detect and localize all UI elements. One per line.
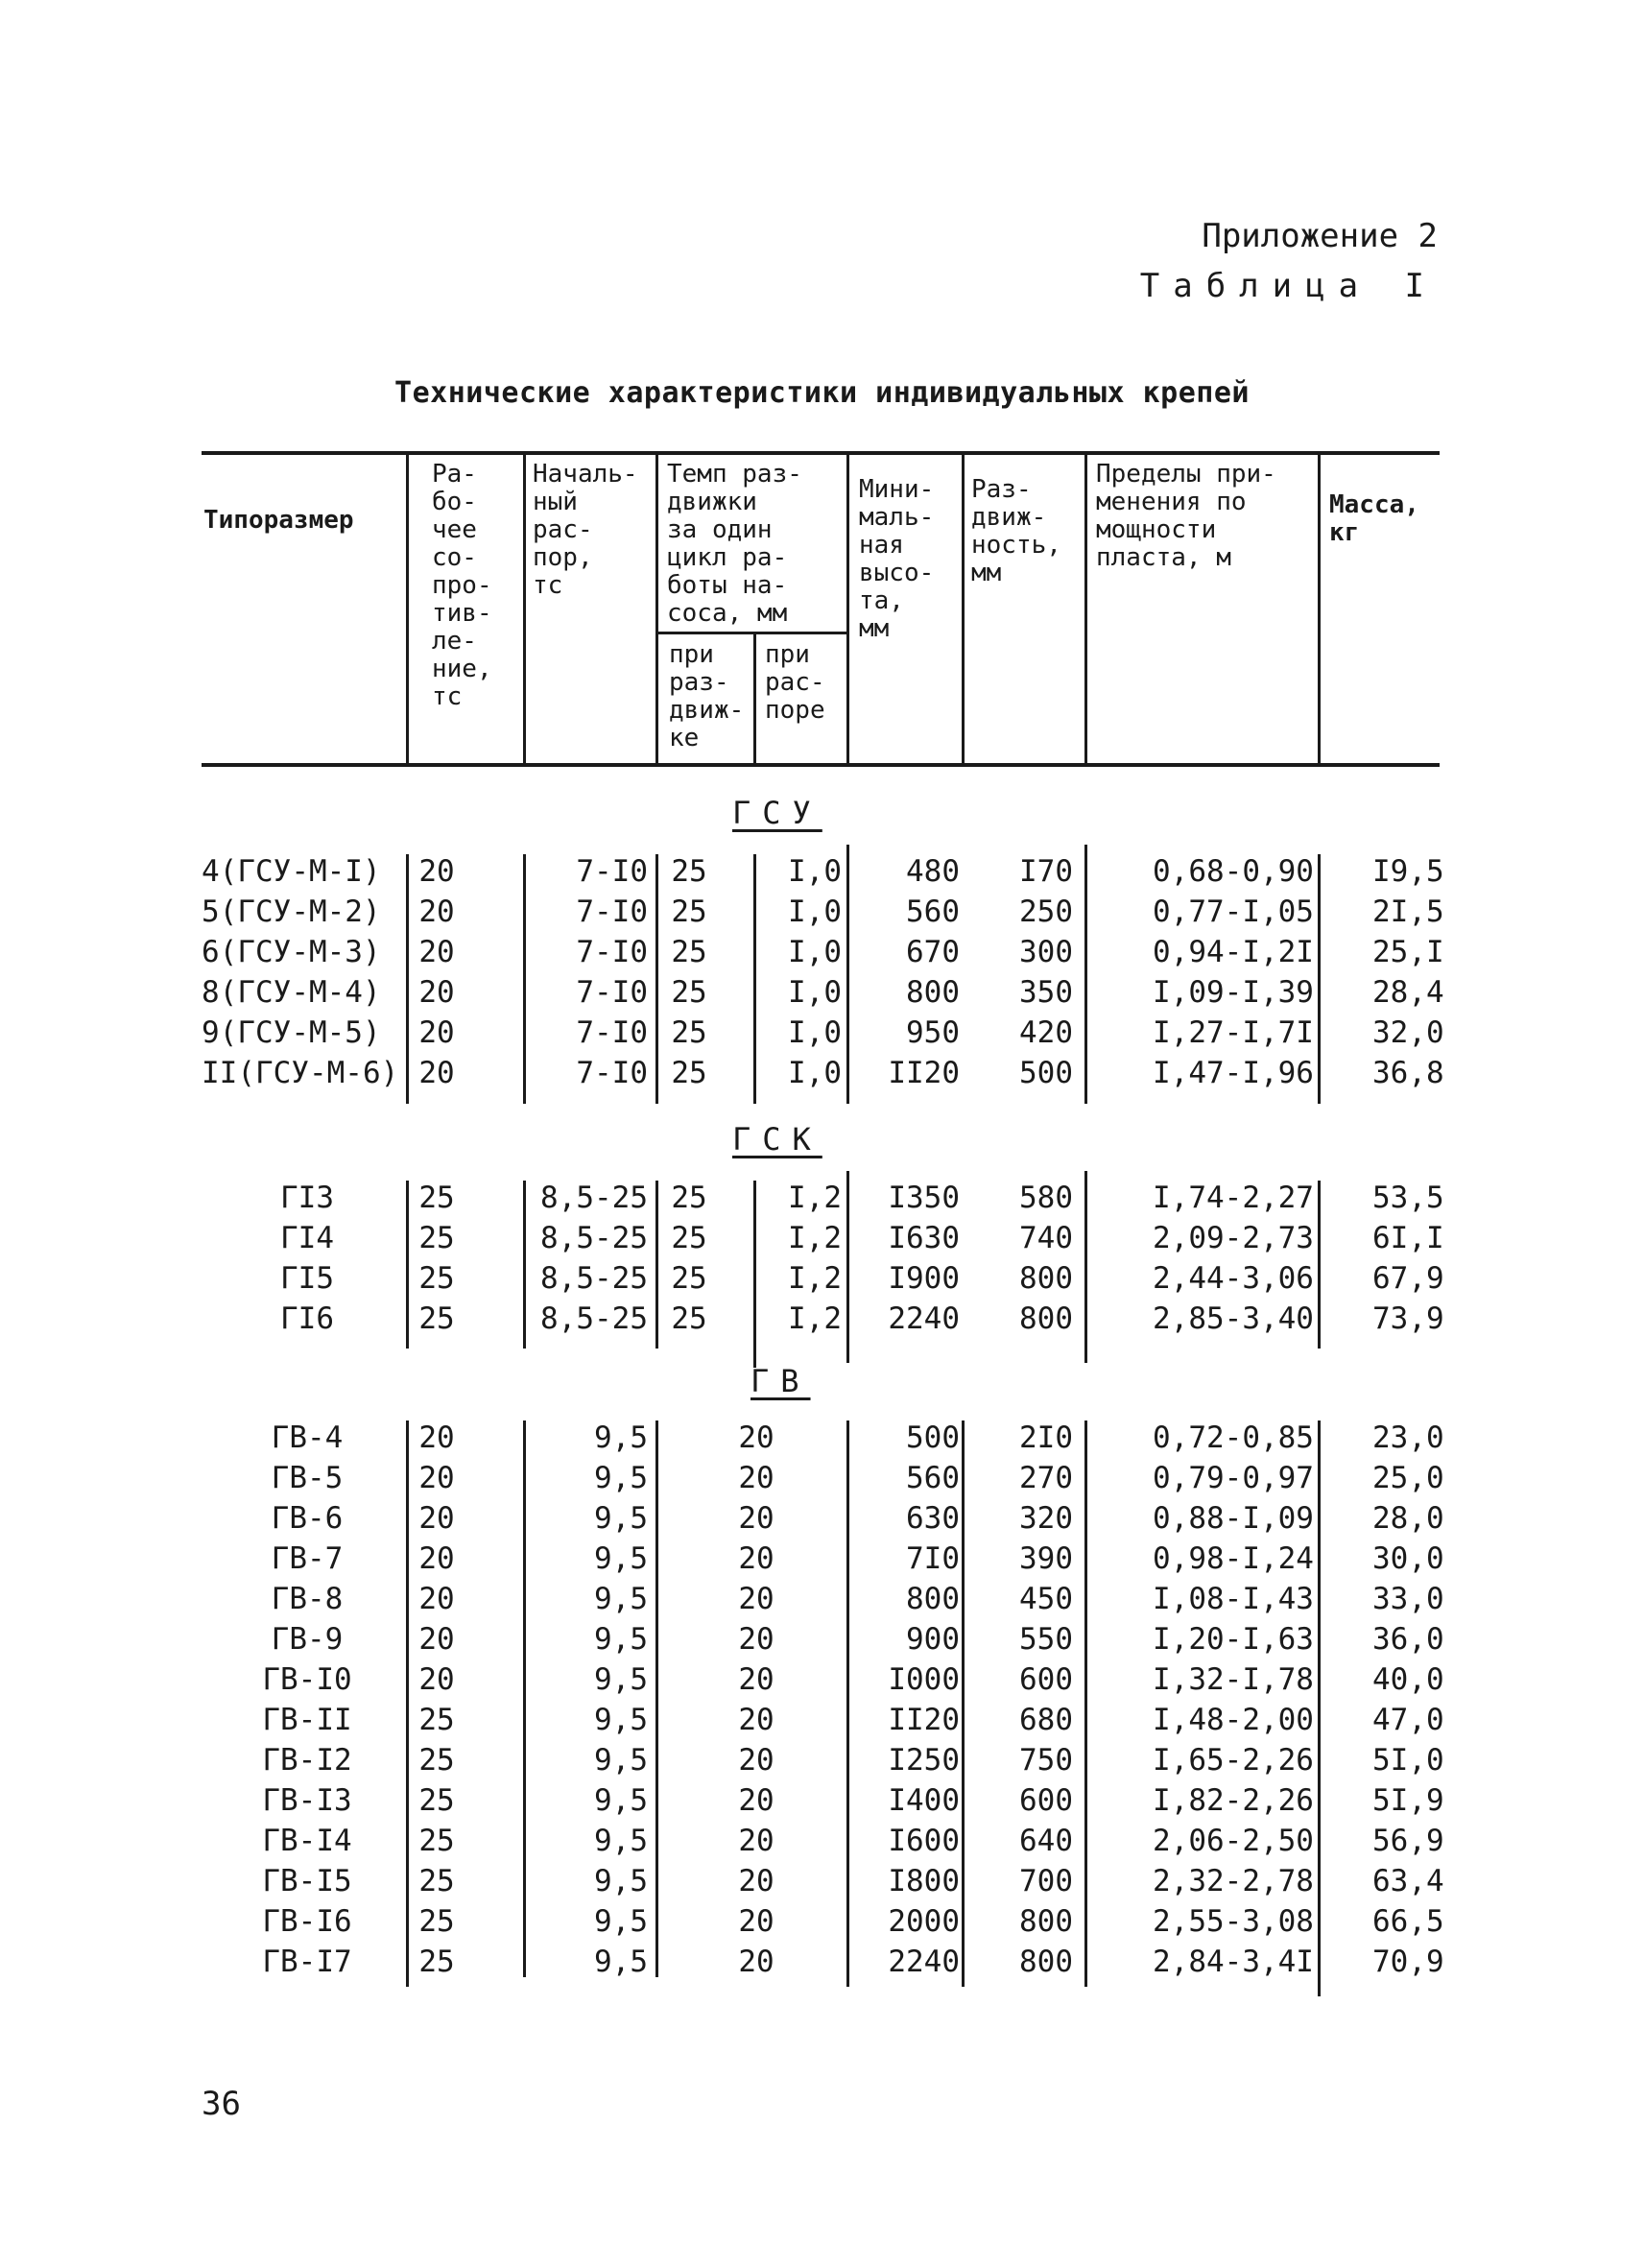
cell-type: ГВ-I0 [262,1662,352,1697]
cell-type: ГВ-I3 [262,1783,352,1818]
cell-tempo: 20 [738,1541,774,1576]
cell-init: 9,5 [594,1662,648,1697]
header-divider [753,633,756,763]
cell-work: 20 [418,1541,455,1576]
cell-tempo-rasp: I,0 [788,1015,842,1050]
cell-work: 20 [418,854,455,889]
cell-type: ГВ-9 [271,1622,344,1657]
cell-min-height: 560 [906,1461,960,1495]
table-caption: Технические характеристики индивидуальных крепей [394,376,1250,410]
cell-tempo-spread: 25 [671,975,707,1010]
header-bottom-rule [202,763,1440,767]
cell-type: ГВ-I7 [262,1945,352,1979]
col-header-tempo-spread: при раз- движ- ке [669,640,745,752]
cell-work: 25 [418,1864,455,1898]
cell-extension: 420 [1019,1015,1073,1050]
cell-type: 4(ГСУ-М-I) [202,854,381,889]
cell-tempo-rasp: I,0 [788,935,842,969]
specs-table [202,451,1444,2025]
table-row [202,1258,1444,1299]
cell-min-height: I800 [888,1864,960,1898]
table-row [202,972,1444,1013]
cell-min-height: II20 [888,1056,960,1090]
cell-limits: I,09-I,39 [1153,975,1314,1010]
cell-tempo: 20 [738,1945,774,1979]
cell-limits: 0,77-I,05 [1153,895,1314,929]
table-row [202,1539,1444,1579]
cell-init: 9,5 [594,1783,648,1818]
table-top-rule [202,451,1440,455]
cell-type: ГI6 [280,1301,334,1336]
cell-limits: 0,88-I,09 [1153,1501,1314,1536]
cell-init: 9,5 [594,1622,648,1657]
cell-init: 9,5 [594,1743,648,1778]
cell-work: 25 [418,1945,455,1979]
cell-work: 20 [418,1056,455,1090]
cell-limits: I,47-I,96 [1153,1056,1314,1090]
cell-mass: 67,9 [1372,1261,1444,1296]
cell-tempo-spread: 25 [671,1015,707,1050]
cell-min-height: 670 [906,935,960,969]
cell-init: 8,5-25 [540,1301,648,1336]
cell-limits: 2,06-2,50 [1153,1824,1314,1858]
cell-type: ГI4 [280,1221,334,1255]
cell-type: ГВ-I5 [262,1864,352,1898]
cell-init: 9,5 [594,1904,648,1939]
cell-min-height: 500 [906,1420,960,1455]
cell-limits: 0,68-0,90 [1153,854,1314,889]
cell-init: 9,5 [594,1703,648,1737]
cell-work: 20 [418,895,455,929]
header-divider [846,453,849,763]
cell-extension: 350 [1019,975,1073,1010]
cell-mass: 66,5 [1372,1904,1444,1939]
cell-min-height: I400 [888,1783,960,1818]
table-row [202,1218,1444,1258]
appendix-block [1140,211,1438,311]
cell-type: II(ГСУ-М-6) [202,1056,399,1090]
cell-work: 20 [418,1461,455,1495]
col-header-mass: Масса, кг [1329,490,1419,547]
cell-work: 25 [418,1221,455,1255]
cell-limits: I,27-I,7I [1153,1015,1314,1050]
cell-type: ГВ-8 [271,1582,344,1616]
cell-limits: I,48-2,00 [1153,1703,1314,1737]
cell-extension: 300 [1019,935,1073,969]
cell-extension: 450 [1019,1582,1073,1616]
cell-tempo: 20 [738,1622,774,1657]
cell-limits: I,32-I,78 [1153,1662,1314,1697]
cell-work: 20 [418,935,455,969]
page-number: 36 [202,2085,241,2123]
cell-limits: 2,32-2,78 [1153,1864,1314,1898]
group-title-gv: ГВ [751,1363,811,1399]
table-row [202,1299,1444,1339]
table-row [202,1821,1444,1861]
cell-tempo-rasp: I,2 [788,1261,842,1296]
header-divider [655,453,658,763]
cell-work: 25 [418,1703,455,1737]
cell-min-height: I900 [888,1261,960,1296]
header-divider [523,453,526,763]
cell-tempo-spread: 25 [671,854,707,889]
cell-work: 25 [418,1181,455,1215]
cell-tempo-spread: 25 [671,935,707,969]
cell-work: 20 [418,1662,455,1697]
cell-tempo-rasp: I,0 [788,975,842,1010]
cell-extension: 800 [1019,1945,1073,1979]
cell-mass: 70,9 [1372,1945,1444,1979]
cell-limits: 0,94-I,2I [1153,935,1314,969]
cell-mass: 28,4 [1372,975,1444,1010]
cell-work: 25 [418,1261,455,1296]
cell-min-height: 2000 [888,1904,960,1939]
cell-limits: I,65-2,26 [1153,1743,1314,1778]
cell-extension: 800 [1019,1261,1073,1296]
cell-limits: I,74-2,27 [1153,1181,1314,1215]
cell-mass: 32,0 [1372,1015,1444,1050]
cell-extension: 740 [1019,1221,1073,1255]
cell-mass: 53,5 [1372,1181,1444,1215]
cell-tempo: 20 [738,1824,774,1858]
cell-extension: 680 [1019,1703,1073,1737]
table-row [202,932,1444,972]
cell-type: 9(ГСУ-М-5) [202,1015,381,1050]
cell-tempo: 20 [738,1461,774,1495]
cell-extension: 700 [1019,1864,1073,1898]
cell-extension: 270 [1019,1461,1073,1495]
cell-mass: 40,0 [1372,1662,1444,1697]
col-header-tempo-rasp: при рас- поре [765,640,825,725]
cell-extension: 580 [1019,1181,1073,1215]
cell-tempo-spread: 25 [671,895,707,929]
cell-type: ГВ-5 [271,1461,344,1495]
cell-work: 25 [418,1301,455,1336]
cell-min-height: 900 [906,1622,960,1657]
cell-limits: 0,79-0,97 [1153,1461,1314,1495]
table-row [202,1780,1444,1821]
cell-limits: 2,44-3,06 [1153,1261,1314,1296]
cell-min-height: 2240 [888,1301,960,1336]
cell-extension: 640 [1019,1824,1073,1858]
cell-tempo-rasp: I,0 [788,854,842,889]
table-row [202,1659,1444,1700]
cell-min-height: 800 [906,975,960,1010]
cell-extension: 550 [1019,1622,1073,1657]
cell-init: 8,5-25 [540,1261,648,1296]
cell-mass: 33,0 [1372,1582,1444,1616]
table-row [202,1418,1444,1458]
table-row [202,1942,1444,1982]
cell-type: ГI5 [280,1261,334,1296]
cell-extension: 600 [1019,1783,1073,1818]
cell-type: 5(ГСУ-М-2) [202,895,381,929]
cell-tempo-rasp: I,0 [788,895,842,929]
cell-min-height: 630 [906,1501,960,1536]
cell-type: ГI3 [280,1181,334,1215]
cell-init: 9,5 [594,1945,648,1979]
group-title-gsu: ГСУ [732,795,822,831]
cell-extension: 500 [1019,1056,1073,1090]
col-header-tempo: Темп раз- движки за один цикл ра- боты на- соса, мм [667,460,802,628]
cell-init: 7-I0 [576,935,648,969]
cell-mass: 5I,0 [1372,1743,1444,1778]
col-header-min-height: Мини- маль- ная высо- та, мм [859,475,935,643]
cell-init: 9,5 [594,1461,648,1495]
table-row [202,1458,1444,1498]
cell-type: ГВ-II [262,1703,352,1737]
appendix-label: Приложение 2 [1202,217,1438,255]
cell-work: 20 [418,1622,455,1657]
header-divider [1318,453,1321,763]
cell-mass: 47,0 [1372,1703,1444,1737]
cell-min-height: I250 [888,1743,960,1778]
cell-limits: 2,55-3,08 [1153,1904,1314,1939]
col-header-init: Началь- ный рас- пор, тс [533,460,638,600]
cell-tempo-spread: 25 [671,1056,707,1090]
cell-tempo: 20 [738,1703,774,1737]
cell-init: 9,5 [594,1864,648,1898]
cell-init: 8,5-25 [540,1221,648,1255]
cell-limits: 2,84-3,4I [1153,1945,1314,1979]
cell-min-height: I600 [888,1824,960,1858]
cell-tempo-spread: 25 [671,1261,707,1296]
cell-min-height: 7I0 [906,1541,960,1576]
cell-tempo-rasp: I,2 [788,1301,842,1336]
cell-init: 7-I0 [576,975,648,1010]
cell-type: ГВ-I2 [262,1743,352,1778]
table-row [202,851,1444,892]
cell-extension: 800 [1019,1301,1073,1336]
table-row [202,1901,1444,1942]
header-divider [1084,453,1087,763]
cell-min-height: 2240 [888,1945,960,1979]
table-row [202,1178,1444,1218]
cell-tempo: 20 [738,1662,774,1697]
cell-init: 8,5-25 [540,1181,648,1215]
cell-mass: 36,8 [1372,1056,1444,1090]
cell-work: 25 [418,1783,455,1818]
cell-min-height: 950 [906,1015,960,1050]
cell-init: 9,5 [594,1541,648,1576]
cell-min-height: 560 [906,895,960,929]
cell-type: ГВ-I6 [262,1904,352,1939]
cell-min-height: 800 [906,1582,960,1616]
cell-limits: 0,98-I,24 [1153,1541,1314,1576]
cell-type: 6(ГСУ-М-3) [202,935,381,969]
cell-tempo: 20 [738,1864,774,1898]
cell-type: ГВ-4 [271,1420,344,1455]
cell-mass: 23,0 [1372,1420,1444,1455]
table-row [202,1579,1444,1619]
table-row [202,1498,1444,1539]
table-row [202,1740,1444,1780]
table-row [202,1013,1444,1053]
cell-mass: I9,5 [1372,854,1444,889]
cell-limits: I,82-2,26 [1153,1783,1314,1818]
cell-mass: 25,0 [1372,1461,1444,1495]
cell-type: 8(ГСУ-М-4) [202,975,381,1010]
cell-type: ГВ-6 [271,1501,344,1536]
cell-limits: I,08-I,43 [1153,1582,1314,1616]
cell-work: 25 [418,1904,455,1939]
cell-tempo-rasp: I,2 [788,1181,842,1215]
cell-tempo-rasp: I,2 [788,1221,842,1255]
cell-tempo-spread: 25 [671,1181,707,1215]
header-divider [962,453,965,763]
cell-extension: 800 [1019,1904,1073,1939]
col-header-type: Типоразмер [203,506,354,535]
cell-mass: 6I,I [1372,1221,1444,1255]
cell-extension: 600 [1019,1662,1073,1697]
col-header-work: Ра- бо- чее со- про- тив- ле- ние, тс [432,460,492,711]
cell-tempo: 20 [738,1783,774,1818]
cell-type: ГВ-I4 [262,1824,352,1858]
cell-work: 25 [418,1743,455,1778]
cell-tempo-spread: 25 [671,1221,707,1255]
cell-extension: 750 [1019,1743,1073,1778]
cell-work: 20 [418,1015,455,1050]
cell-tempo: 20 [738,1501,774,1536]
cell-min-height: I350 [888,1181,960,1215]
cell-tempo: 20 [738,1582,774,1616]
cell-work: 20 [418,975,455,1010]
cell-type: ГВ-7 [271,1541,344,1576]
cell-work: 25 [418,1824,455,1858]
cell-min-height: 480 [906,854,960,889]
cell-init: 9,5 [594,1824,648,1858]
table-label: Таблица I [1139,267,1438,305]
cell-init: 9,5 [594,1420,648,1455]
cell-work: 20 [418,1501,455,1536]
cell-limits: 2,09-2,73 [1153,1221,1314,1255]
cell-extension: 390 [1019,1541,1073,1576]
cell-limits: I,20-I,63 [1153,1622,1314,1657]
cell-tempo: 20 [738,1743,774,1778]
cell-extension: I70 [1019,854,1073,889]
cell-init: 7-I0 [576,1015,648,1050]
cell-tempo: 20 [738,1904,774,1939]
cell-extension: 320 [1019,1501,1073,1536]
cell-work: 20 [418,1420,455,1455]
col-header-limits: Пределы при- менения по мощности пласта, м [1096,460,1276,572]
table-row [202,1700,1444,1740]
header-divider [406,453,409,763]
cell-init: 9,5 [594,1501,648,1536]
table-row [202,1053,1444,1093]
cell-mass: 5I,9 [1372,1783,1444,1818]
cell-init: 7-I0 [576,854,648,889]
cell-tempo-spread: 25 [671,1301,707,1336]
cell-extension: 2I0 [1019,1420,1073,1455]
cell-mass: 2I,5 [1372,895,1444,929]
cell-min-height: II20 [888,1703,960,1737]
cell-mass: 36,0 [1372,1622,1444,1657]
cell-mass: 56,9 [1372,1824,1444,1858]
cell-mass: 30,0 [1372,1541,1444,1576]
cell-init: 9,5 [594,1582,648,1616]
cell-extension: 250 [1019,895,1073,929]
col-header-extension: Раз- движ- ность, мм [971,475,1061,587]
cell-mass: 28,0 [1372,1501,1444,1536]
cell-work: 20 [418,1582,455,1616]
table-row [202,892,1444,932]
cell-mass: 63,4 [1372,1864,1444,1898]
cell-mass: 25,I [1372,935,1444,969]
cell-limits: 2,85-3,40 [1153,1301,1314,1336]
cell-min-height: I630 [888,1221,960,1255]
cell-limits: 0,72-0,85 [1153,1420,1314,1455]
cell-init: 7-I0 [576,895,648,929]
cell-min-height: I000 [888,1662,960,1697]
cell-init: 7-I0 [576,1056,648,1090]
group-title-gsk: ГСК [732,1121,822,1158]
table-row [202,1861,1444,1901]
tempo-subheader-rule [655,632,847,634]
cell-tempo-rasp: I,0 [788,1056,842,1090]
cell-mass: 73,9 [1372,1301,1444,1336]
cell-tempo: 20 [738,1420,774,1455]
table-row [202,1619,1444,1659]
